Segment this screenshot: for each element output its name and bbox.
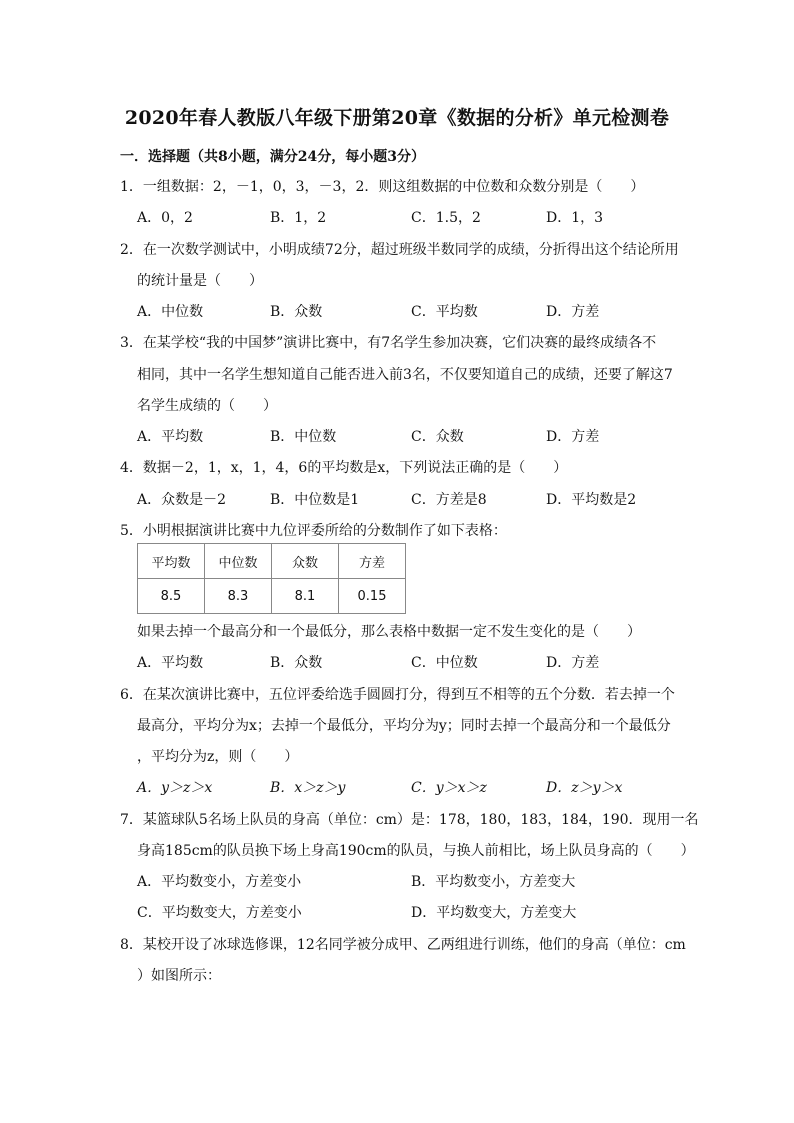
question-6-option-a: A．y＞z＞x (137, 780, 213, 796)
question-4-stem: 4．数据－2，1，x，1，4，6的平均数是x，下列说法正确的是（ ） (120, 460, 568, 476)
question-6-stem-line-2: 最高分，平均分为x；去掉一个最低分，平均分为y；同时去掉一个最高分和一个最低分 (137, 718, 671, 734)
question-2-option-d: D．方差 (546, 304, 600, 320)
table-header-cell: 方差 (339, 544, 406, 579)
question-8-stem-line-2: ）如图所示： (137, 968, 221, 984)
table-header-row (138, 544, 406, 579)
question-6-option-d: D．z＞y＞x (546, 780, 623, 796)
question-5-option-b: B．众数 (270, 655, 323, 671)
question-3-option-a: A．平均数 (137, 429, 204, 445)
section-heading: 一．选择题（共8小题，满分24分，每小题3分） (120, 149, 425, 165)
question-1-option-b: B．1，2 (270, 210, 327, 226)
question-2-option-b: B．众数 (270, 304, 323, 320)
table-row (138, 579, 406, 614)
question-7-stem-line-2: 身高185cm的队员换下场上身高190cm的队员，与换人前相比，场上队员身高的（ ） (137, 843, 695, 859)
question-3-stem-line-2: 相同，其中一名学生想知道自己能否进入前3名，不仅要知道自己的成绩，还要了解这7 (137, 367, 673, 383)
question-6-stem-line-3: ，平均分为z，则（ ） (137, 749, 299, 765)
question-3-option-d: D．方差 (546, 429, 600, 445)
question-3-option-c: C．众数 (411, 429, 464, 445)
table-cell: 0.15 (339, 579, 406, 614)
question-2-option-c: C．平均数 (411, 304, 478, 320)
question-5-option-d: D．方差 (546, 655, 600, 671)
question-3-stem-line-3: 名学生成绩的（ ） (137, 398, 277, 414)
question-8-stem-line-1: 8．某校开设了冰球选修课，12名同学被分成甲、乙两组进行训练，他们的身高（单位：cm (120, 937, 686, 953)
question-5-option-a: A．平均数 (137, 655, 204, 671)
question-3-stem-line-1: 3．在某学校“我的中国梦”演讲比赛中，有7名学生参加决赛，它们决赛的最终成绩各不 (120, 335, 657, 351)
question-7-stem-line-1: 7．某篮球队5名场上队员的身高（单位：cm）是：178，180，183，184，190．现用一名 (120, 812, 699, 828)
question-4-option-c: C．方差是8 (411, 492, 487, 508)
question-1-option-c: C．1.5，2 (411, 210, 481, 226)
question-4-option-b: B．中位数是1 (270, 492, 360, 508)
score-statistics-table (137, 543, 406, 614)
table-header-cell: 中位数 (205, 544, 272, 579)
question-7-option-d: D．平均数变大，方差变大 (411, 905, 577, 921)
question-6-option-b: B．x＞z＞y (270, 780, 346, 796)
question-6-stem-line-1: 6．在某次演讲比赛中，五位评委给选手圆圆打分，得到互不相等的五个分数．若去掉一个 (120, 687, 675, 703)
question-5-stem-line-2: 如果去掉一个最高分和一个最低分，那么表格中数据一定不发生变化的是（ ） (137, 624, 641, 640)
question-5-stem: 5．小明根据演讲比赛中九位评委所给的分数制作了如下表格： (120, 523, 507, 539)
question-7-option-a: A．平均数变小，方差变小 (137, 874, 302, 890)
table-header-cell: 众数 (272, 544, 339, 579)
question-6-option-c: C．y＞x＞z (411, 780, 487, 796)
table-cell: 8.5 (138, 579, 205, 614)
table-cell: 8.3 (205, 579, 272, 614)
question-1-option-a: A．0，2 (137, 210, 193, 226)
question-7-option-b: B．平均数变小，方差变大 (411, 874, 576, 890)
question-2-option-a: A．中位数 (137, 304, 204, 320)
question-1-option-d: D．1，3 (546, 210, 604, 226)
question-4-option-a: A．众数是－2 (137, 492, 227, 508)
question-7-option-c: C．平均数变大，方差变小 (137, 905, 302, 921)
table-cell: 8.1 (272, 579, 339, 614)
question-2-stem-line-1: 2．在一次数学测试中，小明成绩72分，超过班级半数同学的成绩，分折得出这个结论所用 (120, 242, 679, 258)
question-2-stem-line-2: 的统计量是（ ） (137, 273, 263, 289)
document-title: 2020年春人教版八年级下册第20章《数据的分析》单元检测卷 (124, 107, 670, 129)
question-4-option-d: D．平均数是2 (546, 492, 637, 508)
table-header-cell: 平均数 (138, 544, 205, 579)
question-5-option-c: C．中位数 (411, 655, 478, 671)
question-3-option-b: B．中位数 (270, 429, 337, 445)
question-1-stem: 1．一组数据：2，－1，0，3，－3，2．则这组数据的中位数和众数分别是（ ） (120, 179, 645, 195)
